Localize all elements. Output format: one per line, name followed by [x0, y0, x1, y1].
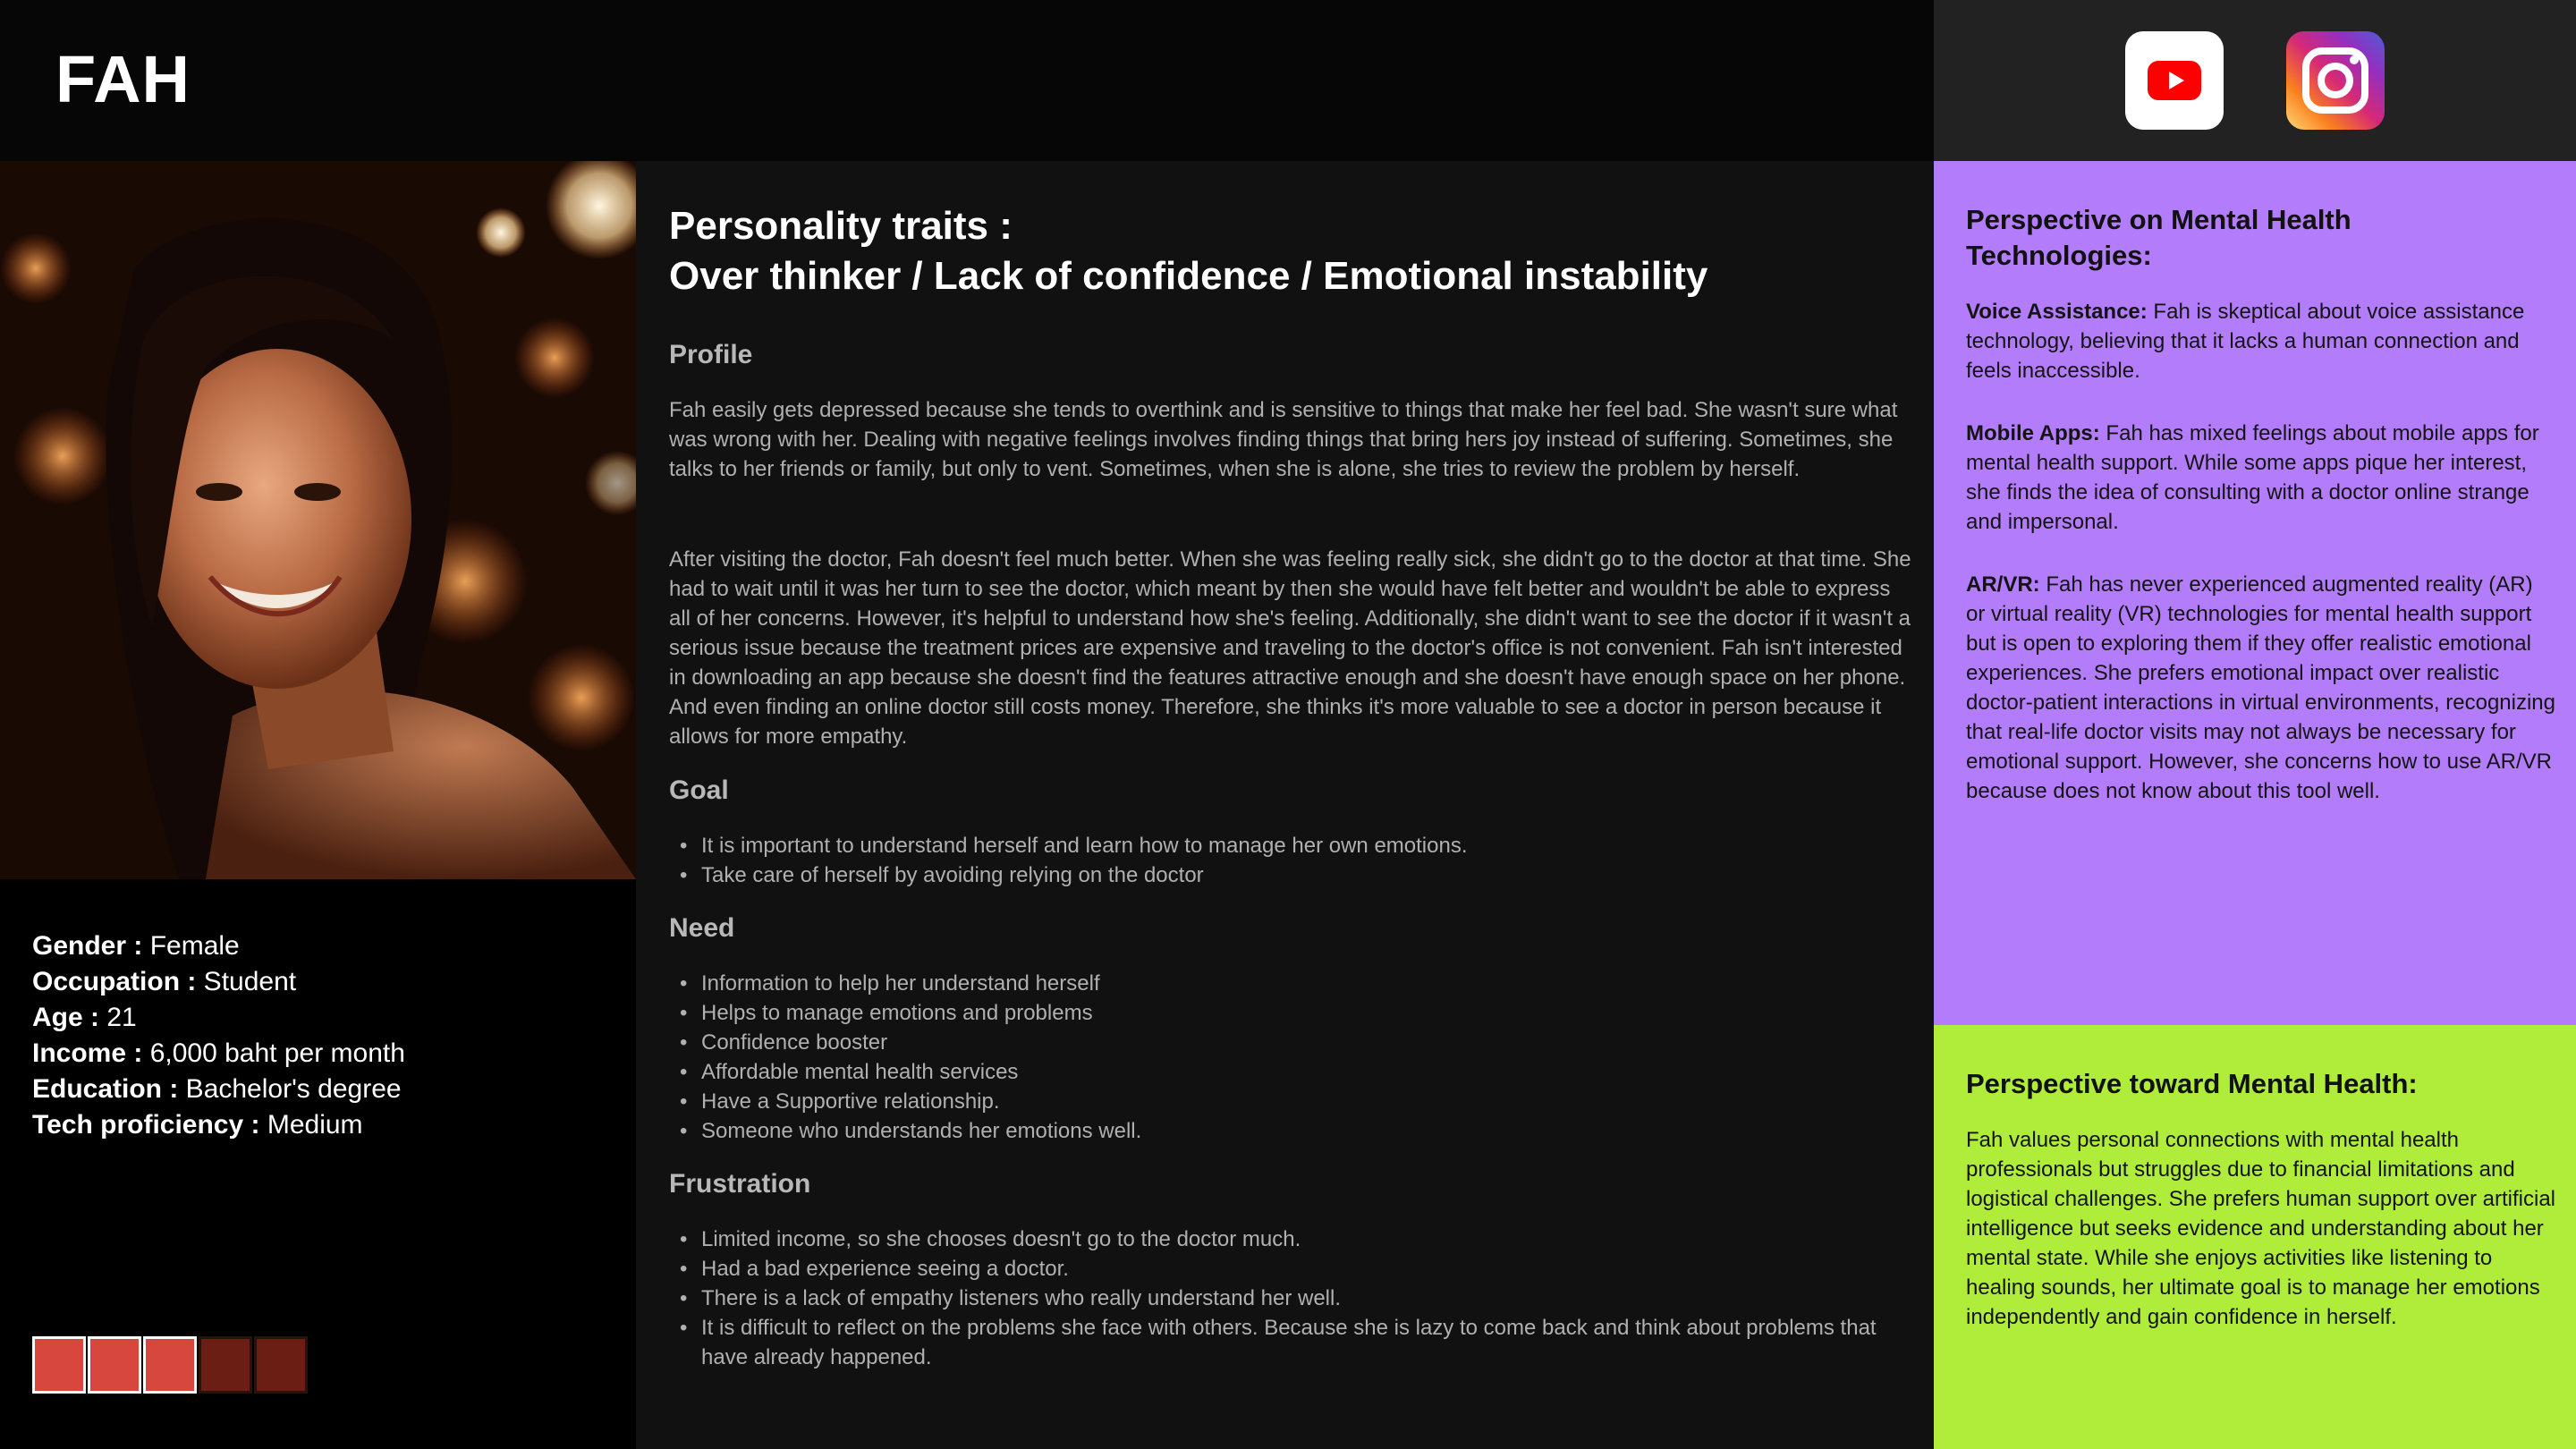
gender-row: Gender : Female	[32, 931, 240, 961]
occupation-row: Occupation : Student	[32, 967, 297, 996]
rating-box-4	[199, 1336, 252, 1394]
persona-name: FAH	[55, 42, 191, 116]
list-item: • Affordable mental health services	[669, 1057, 1912, 1087]
health-perspective-title: Perspective toward Mental Health:	[1966, 1068, 2418, 1099]
youtube-icon[interactable]	[2125, 31, 2224, 130]
persona-photo	[0, 161, 636, 879]
list-item: • Confidence booster	[669, 1028, 1912, 1057]
frustration-heading: Frustration	[669, 1169, 811, 1199]
list-item: • Take care of herself by avoiding relying on the doctor	[669, 860, 1912, 890]
list-item: • Someone who understands her emotions well.	[669, 1116, 1912, 1146]
goal-list	[669, 831, 1912, 890]
voice-assistance-text: Voice Assistance: Fah is skeptical about voice assistance technology, believing that it lacks a human connection and feels inaccessible.	[1966, 300, 2525, 383]
social-bar	[1934, 0, 2576, 161]
personality-title: Personality traits :	[669, 204, 1013, 248]
income-row: Income : 6,000 baht per month	[32, 1038, 405, 1068]
main-content	[636, 161, 1934, 1449]
tech-proficiency-row: Tech proficiency : Medium	[32, 1110, 363, 1140]
mobile-apps-text: Mobile Apps: Fah has mixed feelings about mobile apps for mental health support. While some apps pique her interest, she finds the idea of consulting with a doctor online strange and impersonal.	[1966, 421, 2539, 534]
tech-proficiency-rating	[32, 1336, 315, 1399]
list-item: • Information to help her understand herself	[669, 969, 1912, 998]
profile-heading: Profile	[669, 340, 753, 369]
age-row: Age : 21	[32, 1003, 137, 1032]
need-heading: Need	[669, 913, 735, 943]
need-list	[669, 969, 1912, 1146]
list-item: • It is important to understand herself and learn how to manage her own emotions.	[669, 831, 1912, 860]
profile-paragraph-2: After visiting the doctor, Fah doesn't feel much better. When she was feeling really sick, she didn't go to the doctor at that time. She had to wait until it was her turn to see the doctor, which meant by then she would have felt better and wouldn't be able to express all of her concerns. However, it's helpful to understand how she's feeling. Additionally, she didn't want to see the doctor if it wasn't a serious issue because the treatment prices are expensive and traveling to the doctor's office is not convenient. Fah isn't interested in downloading an app because she doesn't find the features attractive enough and she doesn't have enough space on her phone. And even finding an online doctor still costs money. Therefore, she thinks it's more valuable to see a doctor in person because it allows for more empathy.	[669, 547, 1911, 749]
goal-heading: Goal	[669, 775, 729, 805]
rating-box-1	[32, 1336, 86, 1394]
frustration-list	[669, 1224, 1912, 1372]
education-row: Education : Bachelor's degree	[32, 1074, 402, 1104]
tech-perspective-title: Perspective on Mental Health Technologies:	[1966, 204, 2351, 271]
list-item: • There is a lack of empathy listeners who really understand her well.	[669, 1284, 1912, 1313]
list-item: • Had a bad experience seeing a doctor.	[669, 1254, 1912, 1284]
list-item: • Helps to manage emotions and problems	[669, 998, 1912, 1028]
health-perspective-text: Fah values personal connections with mental health professionals but struggles due to financial limitations and logistical challenges. She prefers human support over artificial intelligence but seeks evidence and understanding about her mental state. While she enjoys activities like listening to healing sounds, her ultimate goal is to manage her emotions independently and gain confidence in herself.	[1966, 1128, 2556, 1329]
ar-vr-text: AR/VR: Fah has never experienced augmented reality (AR) or virtual reality (VR) technologies for mental health support but is open to exploring them if they offer realistic emotional experiences. She prefers emotional impact over realistic doctor-patient interactions in virtual environments, recognizing that real-life doctor visits may not always be necessary for emotional support. However, she concerns how to use AR/VR because does not know about this tool well.	[1966, 572, 2556, 803]
rating-box-5	[254, 1336, 308, 1394]
personality-traits: Over thinker / Lack of confidence / Emotional instability	[669, 254, 1708, 298]
tech-perspective-panel	[1934, 161, 2576, 1025]
instagram-icon[interactable]	[2286, 31, 2385, 130]
list-item: • Have a Supportive relationship.	[669, 1087, 1912, 1116]
rating-box-2	[88, 1336, 141, 1394]
profile-paragraph-1: Fah easily gets depressed because she tends to overthink and is sensitive to things that make her feel bad. She wasn't sure what was wrong with her. Dealing with negative feelings involves finding things that bring hers joy instead of suffering. Sometimes, she talks to her friends or family, but only to vent. Sometimes, when she is alone, she tries to review the problem by herself.	[669, 398, 1898, 481]
list-item: • It is difficult to reflect on the problems she face with others. Because she is lazy to come back and think about problems that have already happened.	[669, 1313, 1912, 1372]
header-bar	[0, 0, 1934, 161]
rating-box-3	[143, 1336, 197, 1394]
list-item: • Limited income, so she chooses doesn't go to the doctor much.	[669, 1224, 1912, 1254]
health-perspective-panel	[1934, 1025, 2576, 1449]
